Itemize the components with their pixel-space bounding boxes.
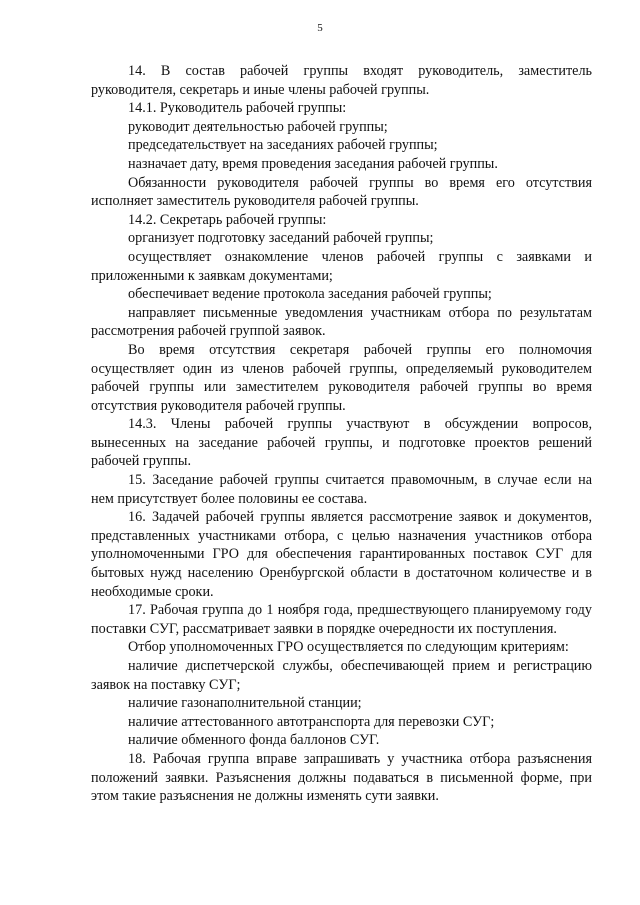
paragraph: 15. Заседание рабочей группы считается правомочным, в случае если на нем присутствует более половины ее состава. [91,472,592,507]
paragraph: 14.1. Руководитель рабочей группы: [128,100,347,117]
paragraph: 14.2. Секретарь рабочей группы: [128,211,327,228]
paragraph: наличие диспетчерской службы, обеспечивающей прием и регистрацию заявок на поставку СУГ; [91,658,592,693]
paragraph: 18. Рабочая группа вправе запрашивать у участника отбора разъяснения положений заявки. Разъяснения должны подаваться в письменной форме, при этом такие разъяснения не должны изменять сути заявки. [91,750,592,805]
paragraph: наличие аттестованного автотранспорта для перевозки СУГ; [128,713,495,730]
paragraph: обеспечивает ведение протокола заседания рабочей группы; [128,286,492,303]
paragraph: Во время отсутствия секретаря рабочей группы его полномочия осуществляет один из членов рабочей группы, определяемый руководителем рабочей группы или заместителем руководителя рабочей группы во время отсутствия руководителя рабочей группы. [91,341,592,414]
page-number: 5 [317,22,323,34]
paragraph: председательствует на заседаниях рабочей группы; [128,137,438,154]
paragraph: направляет письменные уведомления участникам отбора по результатам рассмотрения рабочей группой заявок. [91,304,592,340]
paragraph: руководит деятельностью рабочей группы; [128,118,388,135]
paragraph: осуществляет ознакомление членов рабочей группы с заявками и приложенными к заявкам документами; [91,248,592,284]
paragraph: наличие обменного фонда баллонов СУГ. [128,732,380,749]
paragraph: 14. В состав рабочей группы входят руководитель, заместитель руководителя, секретарь и иные члены рабочей группы. [91,63,592,98]
paragraph: 14.3. Члены рабочей группы участвуют в обсуждении вопросов, вынесенных на заседание рабочей группы, и подготовке проектов решений рабочей группы. [91,416,592,470]
document-body [91,62,592,806]
paragraph: Обязанности руководителя рабочей группы во время его отсутствия исполняет заместитель руководителя рабочей группы. [91,174,592,210]
paragraph: 17. Рабочая группа до 1 ноября года, предшествующего планируемому году поставки СУГ, рассматривает заявки в порядке очередности их поступления. [91,602,592,637]
paragraph: организует подготовку заседаний рабочей группы; [128,230,434,247]
paragraph: назначает дату, время проведения заседания рабочей группы. [128,155,498,172]
paragraph: Отбор уполномоченных ГРО осуществляется по следующим критериям: [128,639,569,656]
paragraph: 16. Задачей рабочей группы является рассмотрение заявок и документов, представленных участниками отбора, с целью назначения участников отбора уполномоченными ГРО для обеспечения гарантированных поставок СУГ для бытовых нужд населению Оренбургской области в достаточном количестве и в необходимые сроки. [91,509,592,600]
paragraph: наличие газонаполнительной станции; [128,695,362,712]
